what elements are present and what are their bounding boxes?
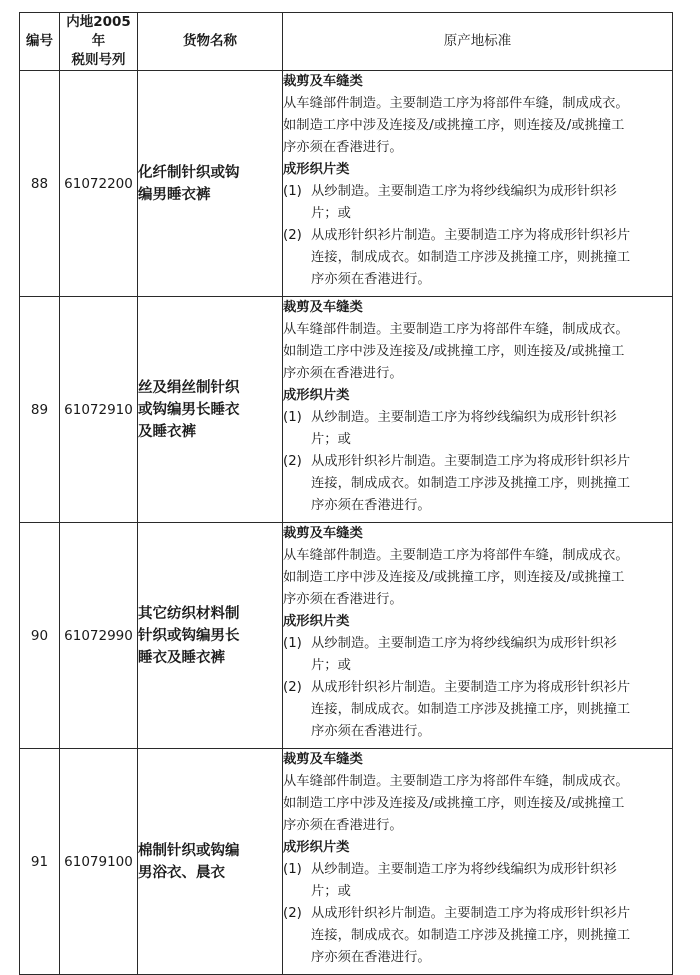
- text-line: 如制造工序中涉及连接及/或挑撞工序，则连接及/或挑撞工: [283, 796, 625, 811]
- knit-panel-title: 成形织片类: [283, 388, 350, 403]
- goods-name-line: 或钩编男长睡衣: [138, 401, 240, 418]
- row-tariff-code: 61079100: [60, 749, 138, 975]
- item-label: (1): [283, 410, 302, 425]
- item-text: [311, 451, 672, 517]
- criterion-item-2: [283, 451, 672, 517]
- row-number: 91: [20, 749, 60, 975]
- text-line: 序亦须在香港进行。: [283, 140, 403, 155]
- item-label: (2): [283, 454, 302, 469]
- text-line: 从成形针织衫片制造。主要制造工序为将成形针织衫片: [311, 906, 631, 921]
- cut-sew-title: 裁剪及车缝类: [283, 300, 363, 315]
- cut-sew-text: [283, 771, 672, 837]
- item-text: [311, 633, 672, 677]
- text-line: 从车缝部件制造。主要制造工序为将部件车缝，制成成衣。: [283, 322, 629, 337]
- text-line: 从车缝部件制造。主要制造工序为将部件车缝，制成成衣。: [283, 96, 629, 111]
- text-line: 片；或: [311, 432, 351, 447]
- table-body: [20, 71, 673, 975]
- cut-sew-text: [283, 319, 672, 385]
- row-goods-name: [138, 523, 283, 749]
- row-number: 90: [20, 523, 60, 749]
- text-line: 序亦须在香港进行。: [283, 592, 403, 607]
- goods-name-line: 编男睡衣裤: [138, 186, 211, 203]
- rules-of-origin-table: [19, 12, 673, 975]
- text-line: 从成形针织衫片制造。主要制造工序为将成形针织衫片: [311, 454, 631, 469]
- text-line: 从成形针织衫片制造。主要制造工序为将成形针织衫片: [311, 228, 631, 243]
- text-line: 如制造工序中涉及连接及/或挑撞工序，则连接及/或挑撞工: [283, 118, 625, 133]
- text-line: 如制造工序中涉及连接及/或挑撞工序，则连接及/或挑撞工: [283, 344, 625, 359]
- item-text: [311, 859, 672, 903]
- row-tariff-code: 61072200: [60, 71, 138, 297]
- text-line: 连接，制成成衣。如制造工序涉及挑撞工序，则挑撞工: [311, 476, 631, 491]
- text-line: 片；或: [311, 206, 351, 221]
- row-goods-name: [138, 71, 283, 297]
- text-line: 连接，制成成衣。如制造工序涉及挑撞工序，则挑撞工: [311, 928, 631, 943]
- row-number: 88: [20, 71, 60, 297]
- cut-sew-text: [283, 545, 672, 611]
- text-line: 序亦须在香港进行。: [311, 950, 431, 965]
- cut-sew-title: 裁剪及车缝类: [283, 74, 363, 89]
- item-label: (1): [283, 636, 302, 651]
- row-tariff-code: 61072990: [60, 523, 138, 749]
- header-row: [20, 13, 673, 71]
- text-line: 从纱制造。主要制造工序为将纱线编织为成形针织衫: [311, 184, 617, 199]
- text-line: 序亦须在香港进行。: [311, 724, 431, 739]
- cut-sew-title: 裁剪及车缝类: [283, 752, 363, 767]
- text-line: 从纱制造。主要制造工序为将纱线编织为成形针织衫: [311, 862, 617, 877]
- item-text: [311, 903, 672, 969]
- header-number: 编号: [20, 13, 60, 71]
- goods-name-line: 睡衣及睡衣裤: [138, 649, 225, 666]
- goods-name-line: 其它纺织材料制: [138, 605, 240, 622]
- row-number: 89: [20, 297, 60, 523]
- text-line: 片；或: [311, 884, 351, 899]
- row-origin-standard: [283, 749, 673, 975]
- text-line: 序亦须在香港进行。: [311, 498, 431, 513]
- goods-name-line: 针织或钩编男长: [138, 627, 240, 644]
- text-line: 从车缝部件制造。主要制造工序为将部件车缝，制成成衣。: [283, 548, 629, 563]
- text-line: 连接，制成成衣。如制造工序涉及挑撞工序，则挑撞工: [311, 702, 631, 717]
- text-line: 如制造工序中涉及连接及/或挑撞工序，则连接及/或挑撞工: [283, 570, 625, 585]
- header-tariff-code-line: 税则号列: [71, 52, 126, 68]
- item-text: [311, 407, 672, 451]
- knit-panel-title: 成形织片类: [283, 162, 350, 177]
- item-label: (1): [283, 862, 302, 877]
- criterion-item-1: [283, 859, 672, 903]
- text-line: 序亦须在香港进行。: [283, 366, 403, 381]
- text-line: 序亦须在香港进行。: [283, 818, 403, 833]
- row-origin-standard: [283, 523, 673, 749]
- criterion-item-2: [283, 677, 672, 743]
- header-origin-standard: 原产地标准: [283, 13, 673, 71]
- item-text: [311, 181, 672, 225]
- text-line: 序亦须在香港进行。: [311, 272, 431, 287]
- criterion-item-1: [283, 407, 672, 451]
- table-row: [20, 749, 673, 975]
- row-goods-name: [138, 749, 283, 975]
- row-origin-standard: [283, 297, 673, 523]
- knit-panel-title: 成形织片类: [283, 614, 350, 629]
- text-line: 片；或: [311, 658, 351, 673]
- item-text: [311, 225, 672, 291]
- item-label: (2): [283, 680, 302, 695]
- text-line: 从纱制造。主要制造工序为将纱线编织为成形针织衫: [311, 410, 617, 425]
- item-label: (1): [283, 184, 302, 199]
- cut-sew-title: 裁剪及车缝类: [283, 526, 363, 541]
- goods-name-line: 棉制针织或钩编: [138, 842, 240, 859]
- table-row: [20, 71, 673, 297]
- table-row: [20, 523, 673, 749]
- cut-sew-text: [283, 93, 672, 159]
- criterion-item-1: [283, 633, 672, 677]
- row-origin-standard: [283, 71, 673, 297]
- criterion-item-2: [283, 903, 672, 969]
- text-line: 从成形针织衫片制造。主要制造工序为将成形针织衫片: [311, 680, 631, 695]
- item-label: (2): [283, 228, 302, 243]
- criterion-item-2: [283, 225, 672, 291]
- row-tariff-code: 61072910: [60, 297, 138, 523]
- text-line: 连接，制成成衣。如制造工序涉及挑撞工序，则挑撞工: [311, 250, 631, 265]
- header-tariff-code-line: 内地2005年: [66, 14, 131, 49]
- header-tariff-code: [60, 13, 138, 71]
- goods-name-line: 男浴衣、晨衣: [138, 864, 225, 881]
- row-goods-name: [138, 297, 283, 523]
- text-line: 从车缝部件制造。主要制造工序为将部件车缝，制成成衣。: [283, 774, 629, 789]
- knit-panel-title: 成形织片类: [283, 840, 350, 855]
- item-label: (2): [283, 906, 302, 921]
- goods-name-line: 丝及绢丝制针织: [138, 379, 240, 396]
- table-row: [20, 297, 673, 523]
- header-goods-name: 货物名称: [138, 13, 283, 71]
- goods-name-line: 化纤制针织或钩: [138, 164, 240, 181]
- criterion-item-1: [283, 181, 672, 225]
- text-line: 从纱制造。主要制造工序为将纱线编织为成形针织衫: [311, 636, 617, 651]
- item-text: [311, 677, 672, 743]
- goods-name-line: 及睡衣裤: [138, 423, 196, 440]
